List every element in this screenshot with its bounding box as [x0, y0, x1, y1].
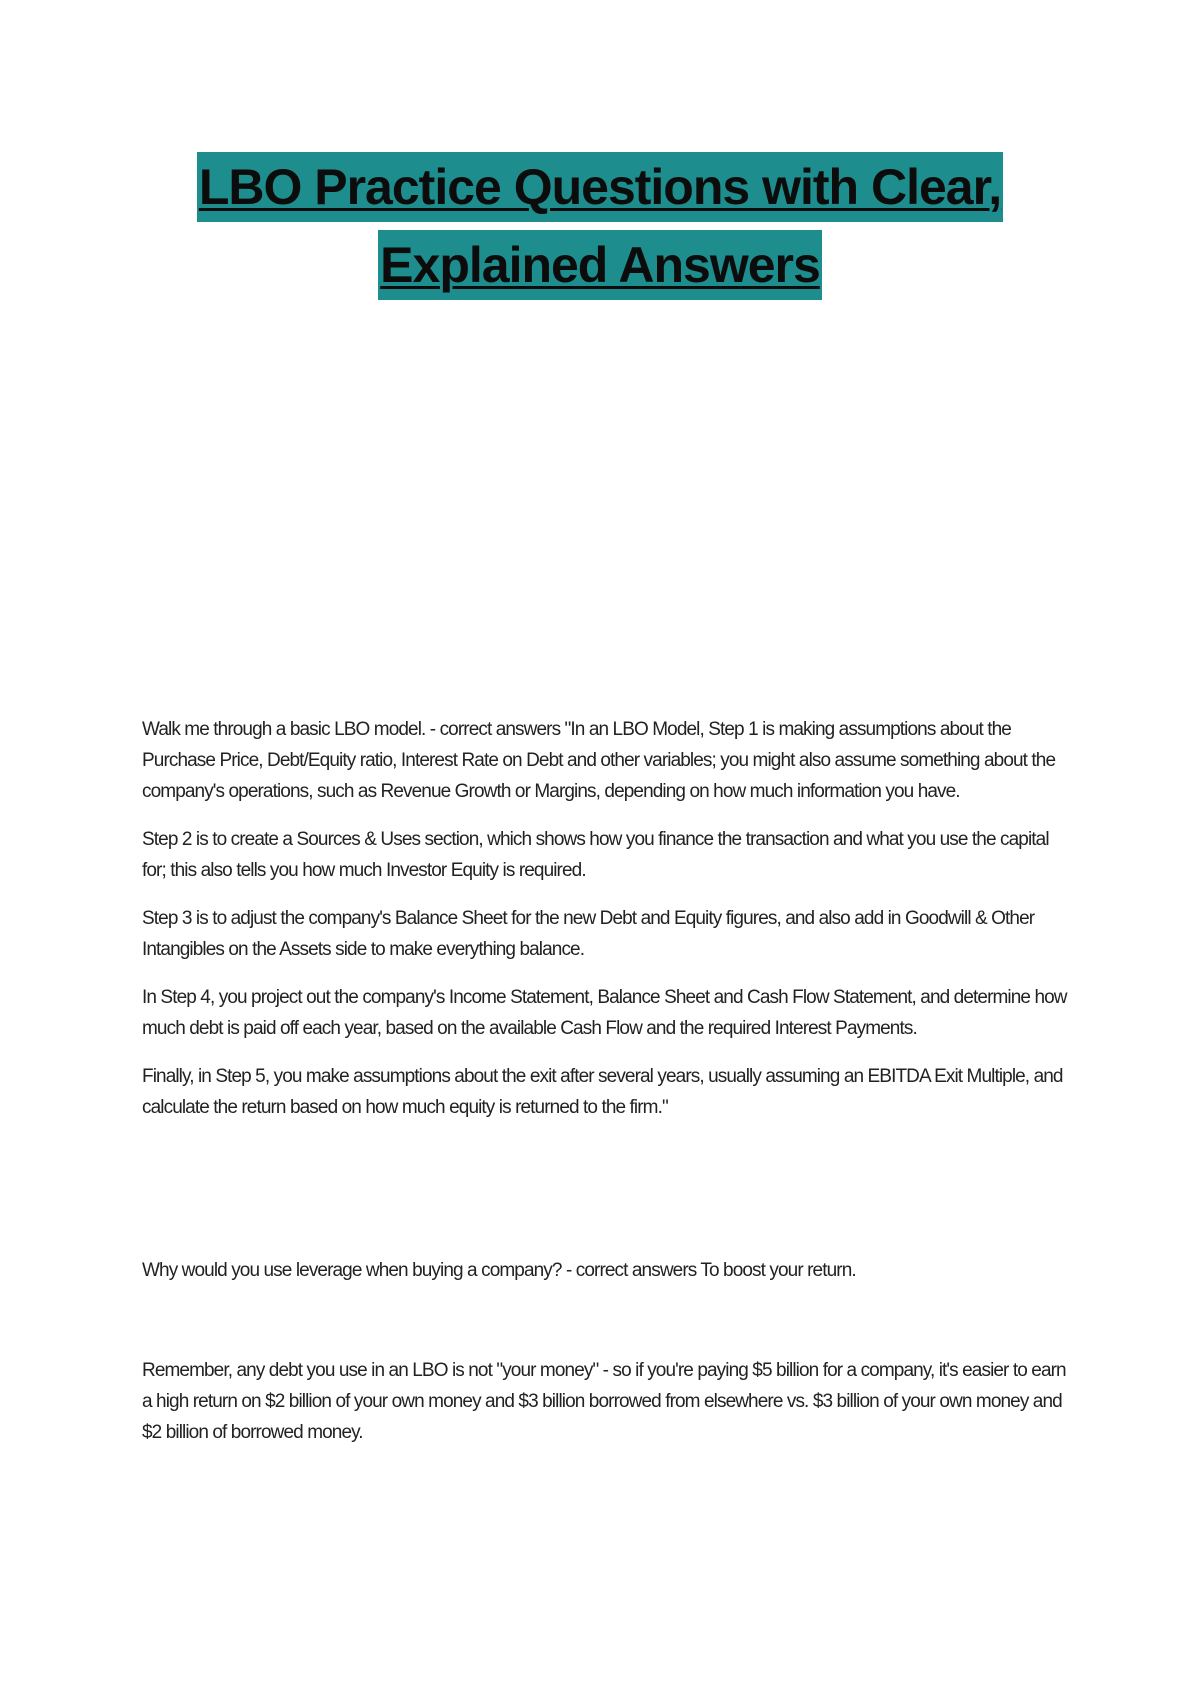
- question-2: [142, 1255, 1072, 1286]
- title-row-2: [0, 230, 1200, 300]
- paragraph-step-1: Walk me through a basic LBO model. - correct answers "In an LBO Model, Step 1 is making assumptions about the Purchase Price, Debt/Equity ratio, Interest Rate on Debt and other variables; you might also assume something about the company's operations, such as Revenue Growth or Margins, depending on how much information you have.: [142, 719, 1056, 802]
- question-2-text: Why would you use leverage when buying a company? - correct answers To boost your return.: [142, 1260, 856, 1281]
- paragraph-step-5: Finally, in Step 5, you make assumptions about the exit after several years, usually assuming an EBITDA Exit Multiple, and calculate the return based on how much equity is returned to the firm.": [142, 1066, 1063, 1118]
- paragraph-step-4: In Step 4, you project out the company's Income Statement, Balance Sheet and Cash Flow Statement, and determine how much debt is paid off each year, based on the available Cash Flow and the required Interest Payments.: [142, 987, 1067, 1039]
- question-1-answer: [142, 714, 1072, 1140]
- paragraph-step-3: Step 3 is to adjust the company's Balance Sheet for the new Debt and Equity figures, and also add in Goodwill & Other Intangibles on the Assets side to make everything balance.: [142, 908, 1035, 960]
- title-row-1: [0, 152, 1200, 222]
- title-line-1: LBO Practice Questions with Clear,: [197, 152, 1003, 222]
- title-line-2: Explained Answers: [378, 230, 822, 300]
- paragraph-step-2: Step 2 is to create a Sources & Uses section, which shows how you finance the transaction and what you use the capital for; this also tells you how much Investor Equity is required.: [142, 829, 1049, 881]
- question-3-explanation: [142, 1355, 1072, 1448]
- document-title: [0, 152, 1200, 308]
- explanation-text: Remember, any debt you use in an LBO is not "your money" - so if you're paying $5 billion for a company, it's easier to earn a high return on $2 billion of your own money and $3 billion borrowed from elsewhere vs. $3 billion of your own money and $2 billion of borrowed money.: [142, 1360, 1066, 1443]
